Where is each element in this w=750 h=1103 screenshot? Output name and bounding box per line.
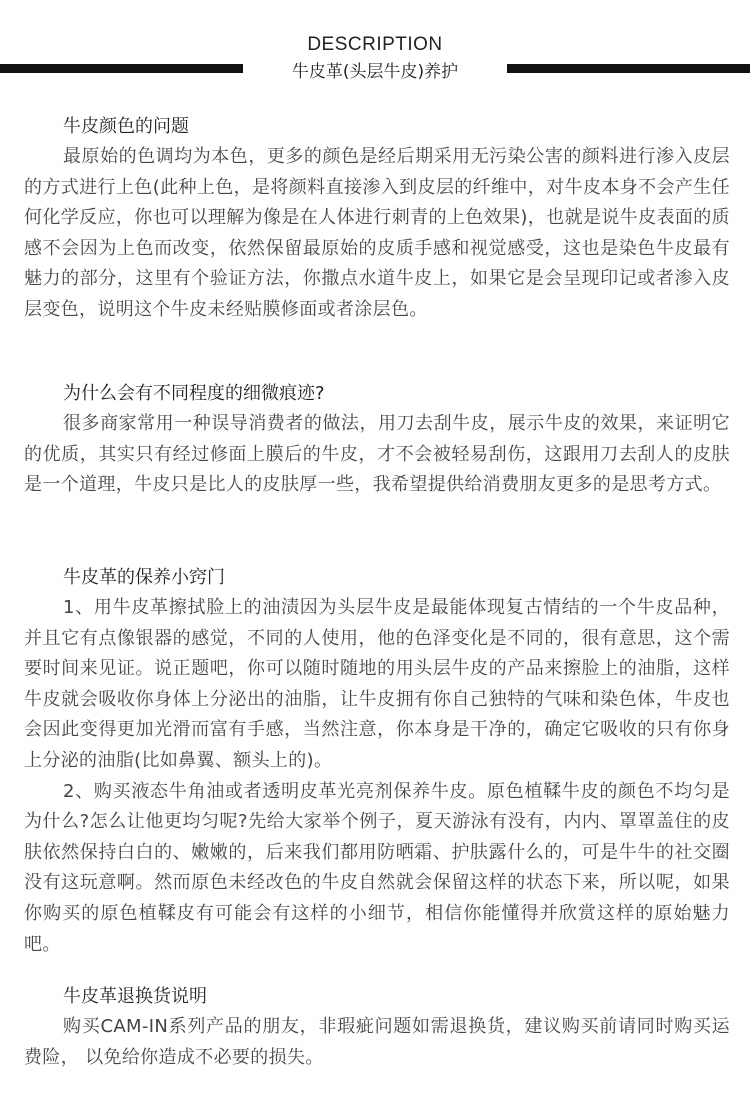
header-divider-left: [0, 64, 243, 73]
section-leather-color: [24, 112, 730, 326]
section-heading: 牛皮革的保养小窍门: [63, 567, 225, 588]
header-title-cn: 牛皮革(头层牛皮)养护: [291, 62, 459, 82]
section-return-policy: [24, 982, 730, 1073]
header-divider-right: [507, 64, 750, 73]
section-paragraph: 购买CAM-IN系列产品的朋友，非瑕疵问题如需退换货，建议购买前请同时购买运费险， 以免给你造成不必要的损失。: [24, 1016, 730, 1068]
section-paragraph: 最原始的色调均为本色，更多的颜色是经后期采用无污染公害的颜料进行渗入皮层的方式进行上色(此种上色，是将颜料直接渗入到皮层的纤维中，对牛皮本身不会产生任何化学反应，你也可以理解为像是在人体进行刺青的上色效果)，也就是说牛皮表面的质感不会因为上色而改变，依然保留最原始的皮质手感和视觉感受，这也是染色牛皮最有魅力的部分，这里有个验证方法，你撒点水道牛皮上，如果它是会呈现印记或者渗入皮层变色，说明这个牛皮未经贴膜修面或者涂层色。: [24, 146, 730, 320]
section-paragraph: 2、购买液态牛角油或者透明皮革光亮剂保养牛皮。原色植鞣牛皮的颜色不均匀是为什么?怎么让他更均匀呢?先给大家举个例子，夏天游泳有没有，内内、罩罩盖住的皮肤依然保持白白的、嫩嫩的，后来我们都用防晒霜、护肤露什么的，可是牛牛的社交圈没有这玩意啊。然而原色未经改色的牛皮自然就会保留这样的状态下来，所以呢，如果你购买的原色植鞣皮有可能会有这样的小细节，相信你能懂得并欣赏这样的原始魅力吧。: [24, 780, 730, 955]
section-care-tips: [24, 563, 730, 960]
page-header: [0, 30, 750, 90]
section-paragraph: 很多商家常用一种误导消费者的做法，用刀去刮牛皮，展示牛皮的效果，来证明它的优质，其实只有经过修面上膜后的牛皮，才不会被轻易刮伤，这跟用刀去刮人的皮肤是一个道理，牛皮只是比人的皮肤厚一些，我希望提供给消费朋友更多的是思考方式。: [24, 413, 730, 496]
section-paragraph: 1、用牛皮革擦拭脸上的油渍因为头层牛皮是最能体现复古情结的一个牛皮品种，并且它有点像银器的感觉，不同的人使用，他的色泽变化是不同的，很有意思，这个需要时间来见证。说正题吧，你可以随时随地的用头层牛皮的产品来擦脸上的油脂，这样牛皮就会吸收你身体上分泌出的油脂，让牛皮拥有你自己独特的气味和染色体，牛皮也会因此变得更加光滑而富有手感，当然注意，你本身是干净的，确定它吸收的只有你身上分泌的油脂(比如鼻翼、额头上的)。: [24, 597, 730, 771]
header-title-en: DESCRIPTION: [307, 34, 443, 55]
section-fine-marks: [24, 379, 730, 501]
section-heading: 牛皮颜色的问题: [63, 116, 189, 137]
section-heading: 为什么会有不同程度的细微痕迹?: [63, 383, 325, 404]
section-heading: 牛皮革退换货说明: [63, 986, 207, 1007]
